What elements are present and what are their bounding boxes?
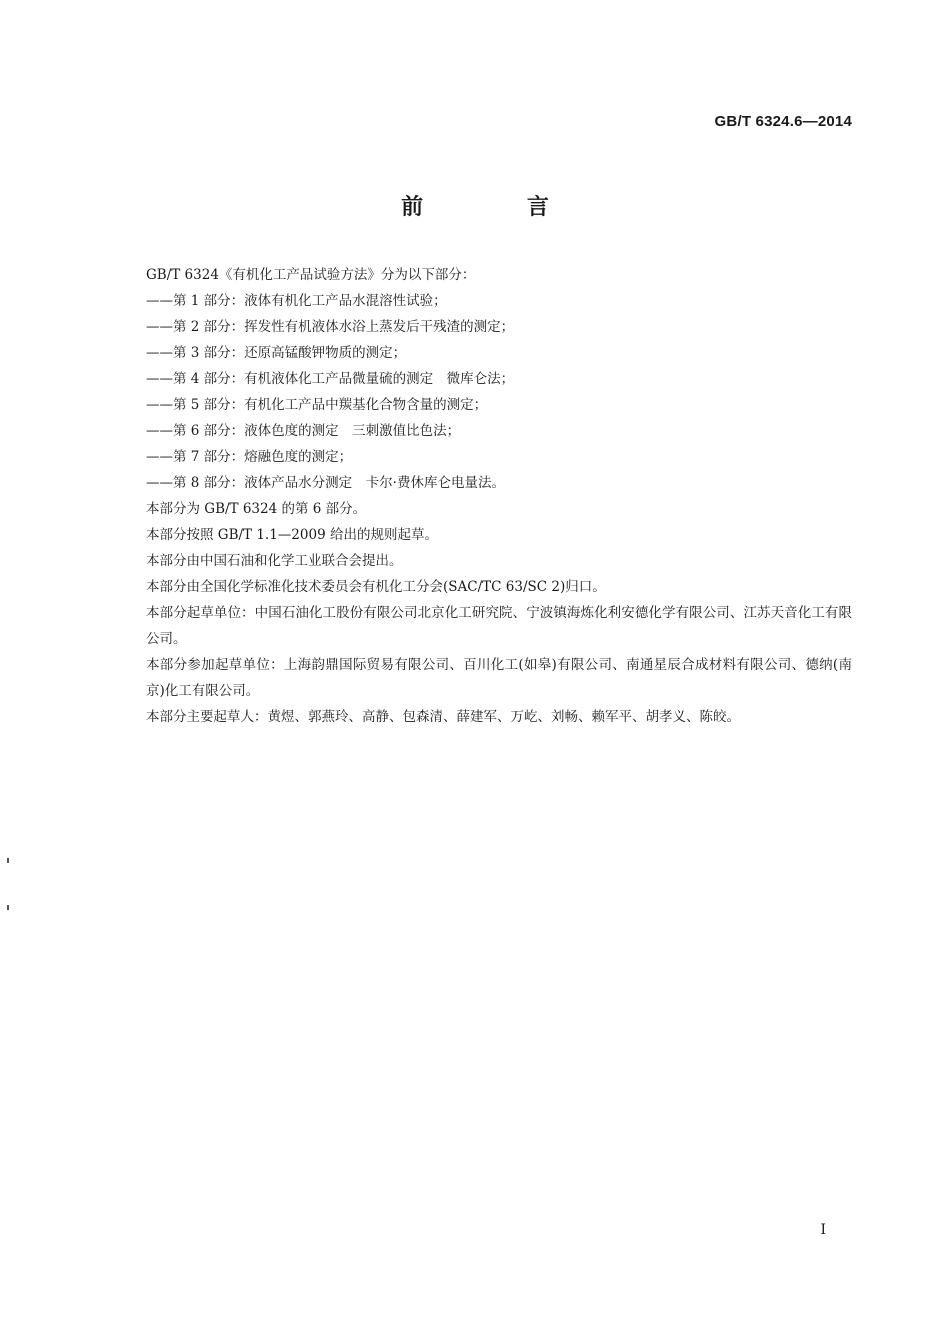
- drafting-rules-paragraph: 本部分按照 GB/T 1.1—2009 给出的规则起草。: [146, 527, 438, 543]
- page-title: 前 言: [401, 195, 597, 220]
- standard-code: GB/T 6324.6—2014: [714, 113, 852, 130]
- participating-units-paragraph: 本部分参加起草单位：上海韵鼎国际贸易有限公司、百川化工(如皋)有限公司、南通星辰合成材料有限公司、德纳(南京)化工有限公司。: [146, 657, 852, 699]
- part-item-7: ——第 7 部分：熔融色度的测定；: [146, 449, 353, 465]
- part-item-3: ——第 3 部分：还原高锰酸钾物质的测定；: [146, 345, 407, 361]
- centralized-by-paragraph: 本部分由全国化学标准化技术委员会有机化工分会(SAC/TC 63/SC 2)归口。: [146, 579, 606, 595]
- part-item-6: ——第 6 部分：液体色度的测定 三刺激值比色法；: [146, 423, 461, 439]
- scan-artifact-mark: [7, 905, 9, 910]
- proposed-by-paragraph: 本部分由中国石油和化学工业联合会提出。: [146, 553, 403, 569]
- intro-paragraph: GB/T 6324《有机化工产品试验方法》分为以下部分：: [146, 267, 476, 283]
- main-drafters-paragraph: 本部分主要起草人：黄煜、郭燕玲、高静、包森清、薛建军、万屹、刘畅、赖军平、胡孝义、陈皎。: [146, 709, 740, 725]
- this-part-paragraph: 本部分为 GB/T 6324 的第 6 部分。: [146, 501, 367, 517]
- part-item-8: ——第 8 部分：液体产品水分测定 卡尔·费休库仑电量法。: [146, 475, 505, 491]
- part-item-1: ——第 1 部分：液体有机化工产品水混溶性试验；: [146, 293, 447, 309]
- part-item-4: ——第 4 部分：有机液体化工产品微量硫的测定 微库仑法；: [146, 371, 515, 387]
- drafting-units-paragraph: 本部分起草单位：中国石油化工股份有限公司北京化工研究院、宁波镇海炼化利安德化学有限公司、江苏天音化工有限公司。: [146, 605, 852, 647]
- part-item-5: ——第 5 部分：有机化工产品中羰基化合物含量的测定；: [146, 397, 488, 413]
- scan-artifact-mark: [7, 858, 9, 863]
- page-number: I: [820, 1222, 826, 1238]
- foreword-body: [112, 262, 852, 730]
- part-item-2: ——第 2 部分：挥发性有机液体水浴上蒸发后干残渣的测定；: [146, 319, 515, 335]
